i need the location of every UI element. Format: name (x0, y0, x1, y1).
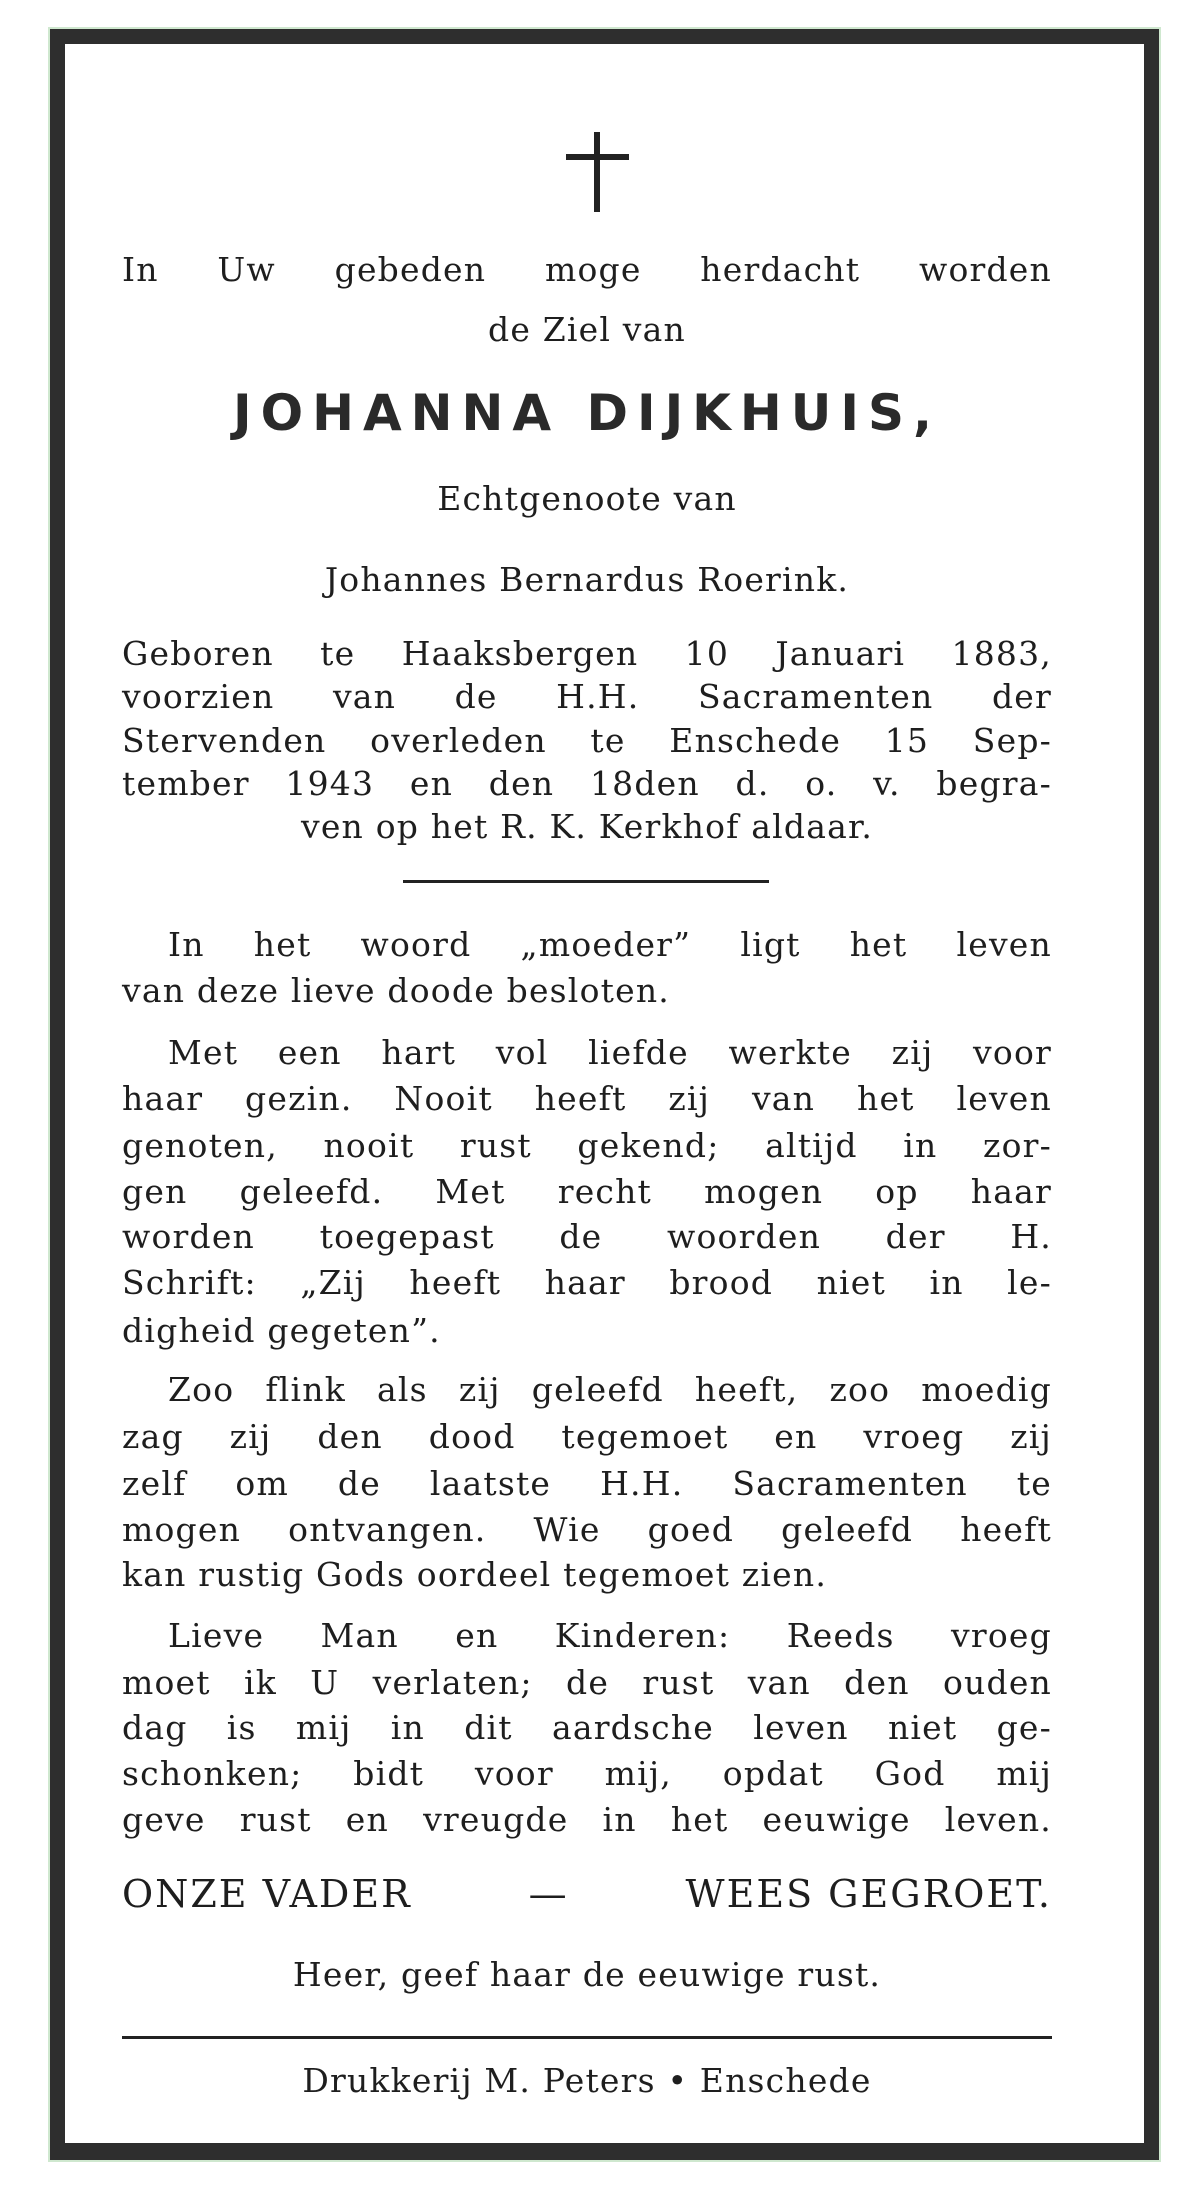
paragraph-line: dag is mij in dit aardsche leven niet ge- (122, 1708, 1052, 1747)
paragraph-line: digheid gegeten”. (122, 1311, 441, 1350)
paragraph-line: In het woord „moeder” ligt het leven (168, 925, 1052, 964)
birth-line: voorzien van de H.H. Sacramenten der (122, 677, 1052, 716)
birth-line: Geboren te Haaksbergen 10 Januari 1883, (122, 634, 1052, 673)
closing-prayer: Heer, geef haar de eeuwige rust. (292, 1955, 882, 1994)
paragraph-line: zelf om de laatste H.H. Sacramenten te (122, 1464, 1052, 1503)
paragraph-line: kan rustig Gods oordeel tegemoet zien. (122, 1555, 828, 1594)
paragraph-line: Schrift: „Zij heeft haar brood niet in le- (122, 1263, 1052, 1302)
paragraph-line: Lieve Man en Kinderen: Reeds vroeg (168, 1616, 1052, 1655)
birth-line: tember 1943 en den 18den d. o. v. begra- (122, 764, 1052, 803)
paragraph-line: schonken; bidt voor mij, opdat God mij (122, 1754, 1052, 1793)
prayer-dash: — (528, 1872, 569, 1916)
cross-icon (566, 132, 629, 212)
paragraph-line: genoten, nooit rust gekend; altijd in zor- (122, 1126, 1052, 1165)
footer-divider (122, 2036, 1052, 2039)
prayers-line (122, 1871, 1052, 1917)
birth-line: Stervenden overleden te Enschede 15 Sep- (122, 721, 1052, 760)
paragraph-line: zag zij den dood tegemoet en vroeg zij (122, 1417, 1052, 1456)
paragraph-line: van deze lieve doode besloten. (122, 971, 670, 1010)
printer-credit: Drukkerij M. Peters • Enschede (302, 2061, 872, 2100)
paragraph-line: haar gezin. Nooit heeft zij van het leven (122, 1079, 1052, 1118)
prayer-onze-vader: ONZE VADER (122, 1872, 412, 1916)
birth-line: ven op het R. K. Kerkhof aldaar. (300, 807, 874, 846)
divider (403, 880, 769, 883)
spouse-intro: Echtgenoote van (437, 479, 737, 518)
deceased-name: JOHANNA DIJKHUIS, (233, 384, 941, 442)
paragraph-line: mogen ontvangen. Wie goed geleefd heeft (122, 1510, 1052, 1549)
spouse-name: Johannes Bernardus Roerink. (324, 560, 850, 599)
paragraph-line: Zoo flink als zij geleefd heeft, zoo moedig (168, 1370, 1052, 1409)
paragraph-line: moet ik U verlaten; de rust van den ouden (122, 1663, 1052, 1702)
prayer-wees-gegroet: WEES GEGROET. (685, 1872, 1052, 1916)
header-line: In Uw gebeden moge herdacht worden (122, 250, 1052, 289)
paragraph-line: Met een hart vol liefde werkte zij voor (168, 1033, 1052, 1072)
paragraph-line: geve rust en vreugde in het eeuwige leven. (122, 1800, 1052, 1839)
header-line: de Ziel van (488, 310, 686, 349)
paragraph-line: worden toegepast de woorden der H. (122, 1217, 1052, 1256)
paragraph-line: gen geleefd. Met recht mogen op haar (122, 1172, 1052, 1211)
